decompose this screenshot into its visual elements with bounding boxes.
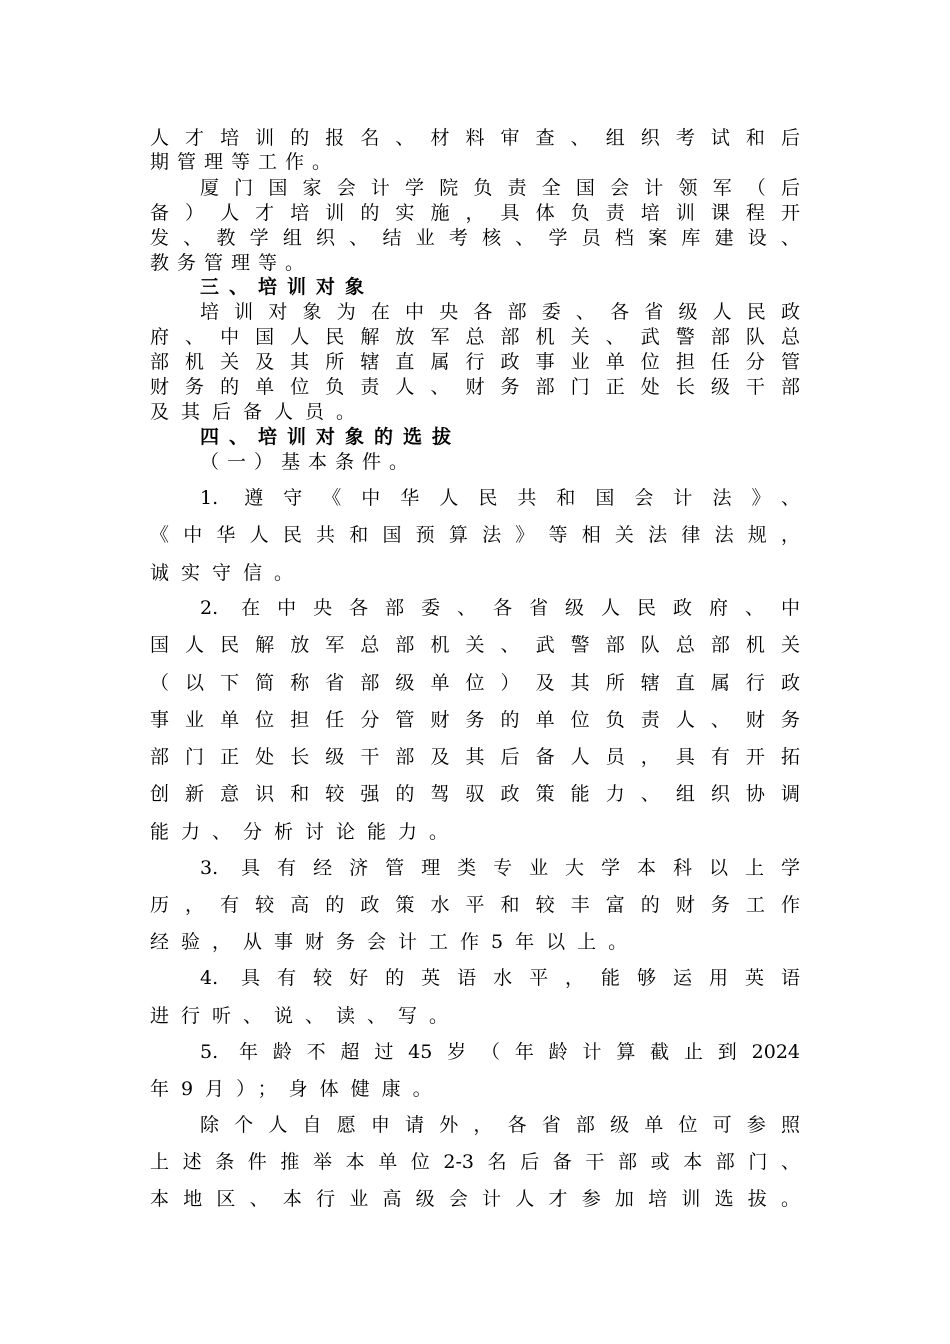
paragraph-line: 5. 年龄不超过45岁（年龄计算截止到2024 bbox=[200, 1041, 800, 1063]
paragraph-line: 期管理等工作。 bbox=[150, 151, 340, 173]
paragraph-line: 创新意识和较强的驾驭政策能力、组织协调 bbox=[150, 783, 800, 805]
paragraph-line: 人才培训的报名、材料审查、组织考试和后 bbox=[150, 127, 800, 149]
subsection-heading: （一）基本条件。 bbox=[200, 451, 417, 473]
paragraph-line: 培训对象为在中央各部委、各省级人民政 bbox=[200, 301, 800, 323]
paragraph-line: 除个人自愿申请外，各省部级单位可参照 bbox=[200, 1114, 800, 1136]
paragraph-line: 上述条件推举本单位2-3名后备干部或本部门、 bbox=[150, 1151, 800, 1173]
paragraph-line: 经验，从事财务会计工作5年以上。 bbox=[150, 931, 640, 953]
paragraph-line: 《中华人民共和国预算法》等相关法律法规， bbox=[150, 524, 800, 546]
paragraph-line: 发、教学组织、结业考核、学员档案库建设、 bbox=[150, 227, 800, 249]
paragraph-line: 能力、分析讨论能力。 bbox=[150, 821, 461, 843]
paragraph-line: 事业单位担任分管财务的单位负责人、财务 bbox=[150, 709, 800, 731]
paragraph-line: 3. 具有经济管理类专业大学本科以上学 bbox=[200, 857, 800, 879]
section-heading: 三、培训对象 bbox=[200, 276, 375, 298]
paragraph-line: 1. 遵守《中华人民共和国会计法》、 bbox=[200, 487, 800, 509]
paragraph-line: 部机关及其所辖直属行政事业单位担任分管 bbox=[150, 351, 800, 373]
paragraph-line: 备）人才培训的实施，具体负责培训课程开 bbox=[150, 202, 800, 224]
paragraph-line: 4. 具有较好的英语水平，能够运用英语 bbox=[200, 967, 800, 989]
section-heading: 四、培训对象的选拔 bbox=[200, 426, 462, 448]
paragraph-line: 2. 在中央各部委、各省级人民政府、中 bbox=[200, 597, 800, 619]
paragraph-line: 进行听、说、读、写。 bbox=[150, 1005, 461, 1027]
paragraph-line: 年9月）；身体健康。 bbox=[150, 1078, 444, 1100]
paragraph-line: 厦门国家会计学院负责全国会计领军（后 bbox=[200, 177, 800, 199]
paragraph-line: 及其后备人员。 bbox=[150, 401, 368, 423]
paragraph-line: （以下简称省部级单位）及其所辖直属行政 bbox=[150, 672, 800, 694]
paragraph-line: 教务管理等。 bbox=[150, 252, 313, 274]
paragraph-line: 本地区、本行业高级会计人才参加培训选拔。 bbox=[150, 1188, 800, 1210]
paragraph-line: 诚实守信。 bbox=[150, 562, 306, 584]
paragraph-line: 财务的单位负责人、财务部门正处长级干部 bbox=[150, 376, 800, 398]
paragraph-line: 府、中国人民解放军总部机关、武警部队总 bbox=[150, 326, 800, 348]
paragraph-line: 部门正处长级干部及其后备人员，具有开拓 bbox=[150, 746, 800, 768]
paragraph-line: 历，有较高的政策水平和较丰富的财务工作 bbox=[150, 894, 800, 916]
paragraph-line: 国人民解放军总部机关、武警部队总部机关 bbox=[150, 634, 800, 656]
